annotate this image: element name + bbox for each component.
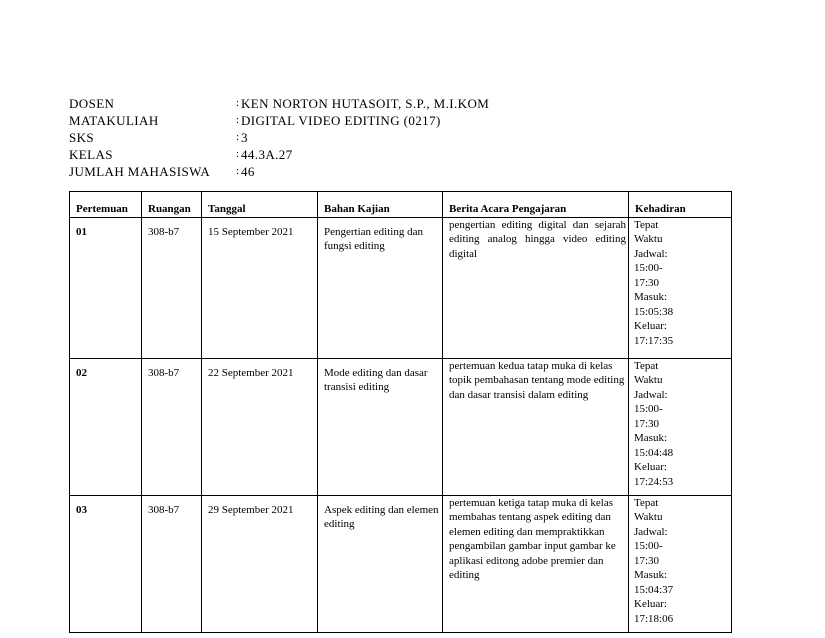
cell-kehadiran: [629, 358, 732, 495]
header-ruangan: Ruangan: [142, 192, 202, 218]
table-row: [70, 358, 732, 495]
header-bahan-kajian: Bahan Kajian: [318, 192, 443, 218]
cell-bahan-kajian: Pengertian editing dan fungsi editing: [318, 217, 443, 358]
kelas-value: 44.3A.27: [241, 147, 293, 162]
separator: :: [236, 97, 240, 109]
cell-berita-acara: pertemuan kedua tatap muka di kelas topik pembahasan tentang mode editing dan dasar transisi dalam editing: [443, 358, 629, 495]
kehadiran-keluar-label: Keluar:: [634, 320, 667, 332]
kehadiran-jadwal-label: Jadwal:: [634, 247, 668, 260]
info-row-jumlah: [69, 164, 489, 181]
kehadiran-keluar-label: Keluar:: [634, 598, 667, 610]
attendance-table: [69, 191, 732, 633]
header-kehadiran: Kehadiran: [629, 192, 732, 218]
kehadiran-masuk: 15:04:37: [634, 583, 674, 596]
kehadiran-jadwal-end: 17:30: [634, 276, 660, 289]
kehadiran-status: Tepat: [634, 359, 659, 372]
info-row-dosen: [69, 96, 489, 113]
cell-ruangan: 308-b7: [142, 217, 202, 358]
kehadiran-keluar: 17:17:35: [634, 334, 674, 347]
cell-kehadiran: [629, 217, 732, 358]
cell-ruangan: 308-b7: [142, 358, 202, 495]
matakuliah-label: MATAKULIAH: [69, 113, 159, 128]
cell-ruangan: 308-b7: [142, 495, 202, 632]
cell-tanggal: 29 September 2021: [202, 495, 318, 632]
matakuliah-value: DIGITAL VIDEO EDITING (0217): [241, 113, 441, 128]
dosen-value: KEN NORTON HUTASOIT, S.P., M.I.KOM: [241, 96, 490, 111]
cell-kehadiran: [629, 495, 732, 632]
kehadiran-jadwal-label: Jadwal:: [634, 388, 668, 401]
separator: :: [236, 131, 240, 143]
kehadiran-jadwal-start: 15:00-: [634, 262, 663, 274]
kehadiran-masuk-label: Masuk:: [634, 291, 667, 303]
jumlah-label: JUMLAH MAHASISWA: [69, 164, 211, 179]
separator: :: [236, 148, 240, 160]
cell-bahan-kajian: Mode editing dan dasar transisi editing: [318, 358, 443, 495]
cell-berita-acara: pengertian editing digital dan sejarah editing analog hingga video editing digital: [443, 217, 629, 358]
kehadiran-keluar: 17:18:06: [634, 612, 674, 625]
separator: :: [236, 165, 240, 177]
kelas-label: KELAS: [69, 147, 113, 162]
table-header-row: [70, 192, 732, 218]
kehadiran-waktu: Waktu: [634, 511, 663, 523]
kehadiran-masuk: 15:04:48: [634, 446, 674, 459]
kehadiran-masuk-label: Masuk:: [634, 432, 667, 444]
kehadiran-waktu: Waktu: [634, 233, 663, 245]
kehadiran-jadwal-end: 17:30: [634, 417, 660, 430]
separator: :: [236, 114, 240, 126]
header-tanggal: Tanggal: [202, 192, 318, 218]
sks-value: 3: [241, 130, 248, 145]
cell-pertemuan: 01: [70, 217, 142, 358]
kehadiran-keluar: 17:24:53: [634, 475, 674, 488]
kehadiran-status: Tepat: [634, 496, 659, 509]
header-pertemuan: Pertemuan: [70, 192, 142, 218]
info-row-sks: [69, 130, 489, 147]
header-berita-acara: Berita Acara Pengajaran: [443, 192, 629, 218]
cell-pertemuan: 02: [70, 358, 142, 495]
cell-tanggal: 15 September 2021: [202, 217, 318, 358]
kehadiran-jadwal-end: 17:30: [634, 554, 660, 567]
kehadiran-waktu: Waktu: [634, 374, 663, 386]
sks-label: SKS: [69, 130, 95, 145]
info-row-kelas: [69, 147, 489, 164]
kehadiran-masuk: 15:05:38: [634, 305, 674, 318]
info-row-matakuliah: [69, 113, 489, 130]
table-row: [70, 217, 732, 358]
dosen-label: DOSEN: [69, 96, 115, 111]
kehadiran-jadwal-start: 15:00-: [634, 403, 663, 415]
kehadiran-keluar-label: Keluar:: [634, 461, 667, 473]
kehadiran-jadwal-label: Jadwal:: [634, 525, 668, 538]
kehadiran-jadwal-start: 15:00-: [634, 540, 663, 552]
course-info: [69, 96, 489, 181]
cell-bahan-kajian: Aspek editing dan elemen editing: [318, 495, 443, 632]
kehadiran-status: Tepat: [634, 218, 659, 231]
jumlah-value: 46: [241, 164, 255, 179]
cell-tanggal: 22 September 2021: [202, 358, 318, 495]
cell-pertemuan: 03: [70, 495, 142, 632]
table-row: [70, 495, 732, 632]
kehadiran-masuk-label: Masuk:: [634, 569, 667, 581]
cell-berita-acara: pertemuan ketiga tatap muka di kelas membahas tentang aspek editing dan elemen editing dan mempraktikkan pengambilan gambar input gambar ke aplikasi editong adobe premier dan editing: [443, 495, 629, 632]
